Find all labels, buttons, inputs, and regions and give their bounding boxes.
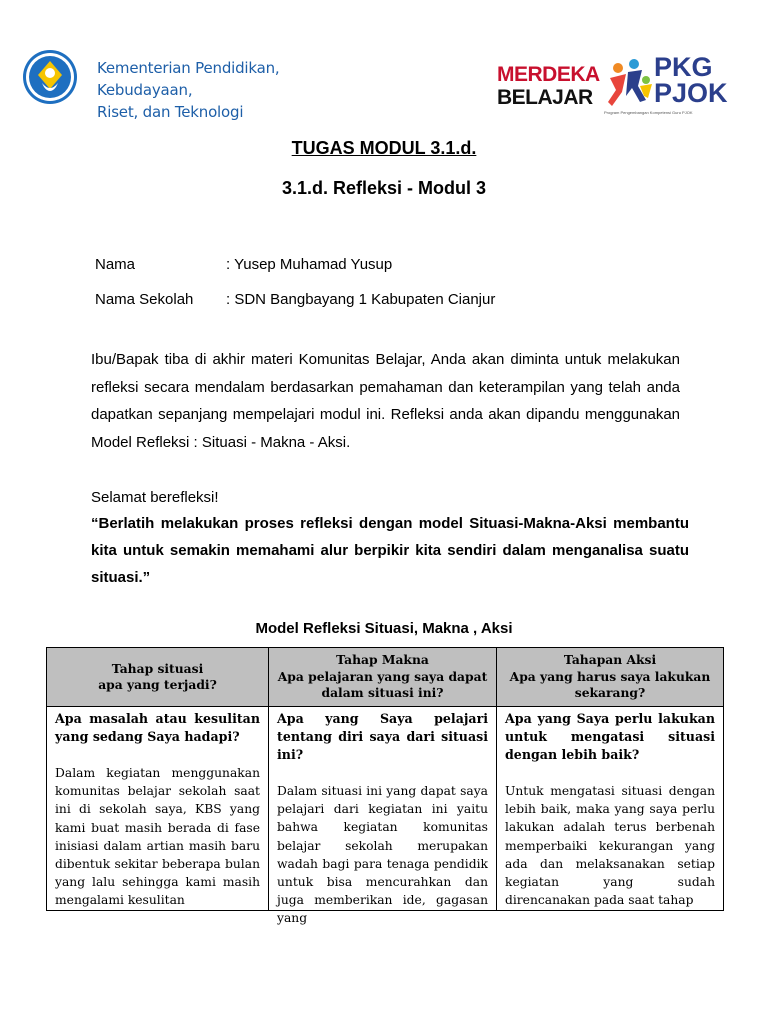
document-subtitle: 3.1.d. Refleksi - Modul 3 (281, 178, 487, 198)
pkg-pjok-figures-icon (604, 56, 654, 112)
pkg-text: PKG (654, 52, 713, 82)
kemdikbud-logo-icon (22, 49, 78, 105)
header-question: Apa pelajaran yang saya dapat dalam situasi ini? (277, 668, 488, 701)
cell-question: Apa masalah atau kesulitan yang sedang Saya hadapi? (55, 711, 260, 744)
cell-answer: Dalam kegiatan menggunakan komunitas belajar sekolah saat ini di sekolah saya, KBS yang kami buat masih berada di fase inisiasi dalam artian masih baru dibentuk sekitar beberapa bulan yang lalu sehingga kami masih mengalami kesulitan (55, 766, 260, 908)
document-title: TUGAS MODUL 3.1.d. (291, 138, 477, 158)
pjok-text: PJOK (654, 78, 728, 108)
cell-answer: Untuk mengatasi situasi dengan lebih baik, maka yang saya perlu lakukan adalah terus berbenah memperbaiki kekurangan yang ada dan melaksanakan setiap kegiatan yang sudah direncanakan pada saat tahap (505, 784, 715, 908)
header-title: Tahap Makna (336, 652, 429, 668)
belajar-text: BELAJAR (497, 86, 593, 109)
school-label: Nama Sekolah (95, 291, 194, 308)
header-makna (269, 648, 497, 707)
reflection-quote: “Berlatih melakukan proses refleksi dengan model Situasi-Makna-Aksi membantu kita untuk semakin memahami alur berpikir kita sendiri dalam menganalisa suatu situasi.” (91, 515, 689, 586)
school-value: : SDN Bangbayang 1 Kabupaten Cianjur (226, 291, 496, 308)
table-caption: Model Refleksi Situasi, Makna , Aksi (255, 620, 513, 637)
cell-answer: Dalam situasi ini yang dapat saya pelajari dari kegiatan ini yaitu bahwa kegiatan komunitas belajar sekolah merupakan wadah bagi para tenaga pendidik untuk bisa mencurahkan dan juga memberikan ide, gagasan yang (277, 784, 488, 926)
cell-makna (269, 707, 497, 926)
name-value: : Yusep Muhamad Yusup (226, 256, 393, 273)
merdeka-belajar-logo (497, 63, 600, 109)
pkg-caption: Program Pengembangan Kompetensi Guru PJOK (604, 110, 693, 115)
merdeka-text: MERDEKA (497, 63, 600, 86)
header-title: Tahap situasi (111, 660, 204, 676)
ministry-name (97, 57, 327, 123)
intro-paragraph: Ibu/Bapak tiba di akhir materi Komunitas Belajar, Anda akan diminta untuk melakukan refleksi secara mendalam berdasarkan pemahaman dan keterampilan yang telah anda dapatkan sepanjang mempelajari modul ini. Refleksi anda akan dipandu menggunakan Model Refleksi : Situasi - Makna - Aksi. (91, 351, 680, 451)
header-question: apa yang terjadi? (98, 677, 217, 692)
name-label: Nama (95, 256, 136, 273)
table-header-row (47, 648, 724, 707)
ministry-line-3: Riset, dan Teknologi (97, 103, 244, 121)
header-aksi (497, 648, 724, 707)
pkg-pjok-wordmark (654, 54, 728, 106)
greeting: Selamat berefleksi! (91, 489, 219, 506)
cell-question: Apa yang Saya pelajari tentang diri saya dari situasi ini? (277, 711, 488, 762)
header-question: Apa yang harus saya lakukan sekarang? (509, 668, 711, 701)
header-title: Tahapan Aksi (563, 652, 657, 668)
table-row (47, 707, 724, 911)
header-situasi (47, 648, 269, 707)
cell-situasi (47, 707, 269, 911)
cell-aksi (497, 707, 724, 911)
ministry-line-2: Kebudayaan, (97, 81, 193, 99)
ministry-line-1: Kementerian Pendidikan, (97, 59, 280, 77)
cell-question: Apa yang Saya perlu lakukan untuk mengatasi situasi dengan lebih baik? (505, 711, 715, 762)
reflection-table (46, 647, 724, 926)
